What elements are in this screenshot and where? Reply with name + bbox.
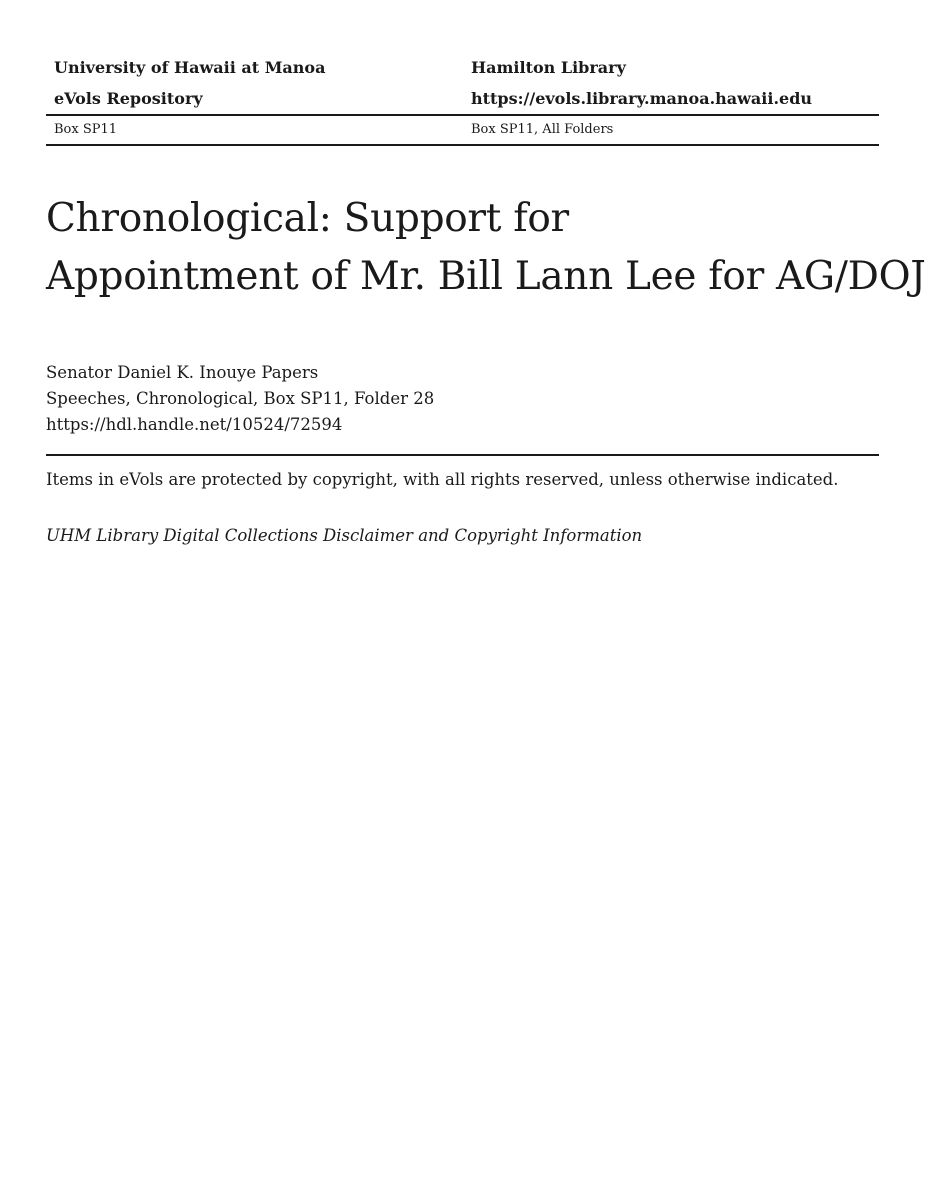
repository-url[interactable]: https://evols.library.manoa.hawaii.edu — [471, 89, 813, 108]
repository-name: eVols Repository — [54, 89, 203, 108]
header-row-3 — [46, 116, 879, 144]
copyright-notice: Items in eVols are protected by copyright, with all rights reserved, unless otherwise indicated. — [46, 470, 839, 489]
header-table — [46, 52, 879, 146]
box-label-left: Box SP11 — [54, 122, 118, 137]
header-row-1 — [46, 52, 879, 83]
header-row-2 — [46, 83, 879, 114]
handle-link[interactable]: https://hdl.handle.net/10524/72594 — [46, 415, 343, 434]
citation-block — [46, 360, 434, 438]
document-title — [46, 190, 927, 306]
library-name: Hamilton Library — [471, 58, 626, 77]
folder-location: Speeches, Chronological, Box SP11, Folder 28 — [46, 389, 435, 408]
title-line-2: Appointment of Mr. Bill Lann Lee for AG/DOJ — [46, 254, 926, 299]
title-line-1: Chronological: Support for — [46, 196, 569, 241]
header-rule-bottom — [46, 144, 879, 146]
box-label-right: Box SP11, All Folders — [471, 122, 614, 137]
disclaimer-link[interactable]: UHM Library Digital Collections Disclaimer and Copyright Information — [46, 526, 643, 545]
institution-name: University of Hawaii at Manoa — [54, 58, 326, 77]
collection-name: Senator Daniel K. Inouye Papers — [46, 363, 319, 382]
section-divider — [46, 454, 879, 456]
